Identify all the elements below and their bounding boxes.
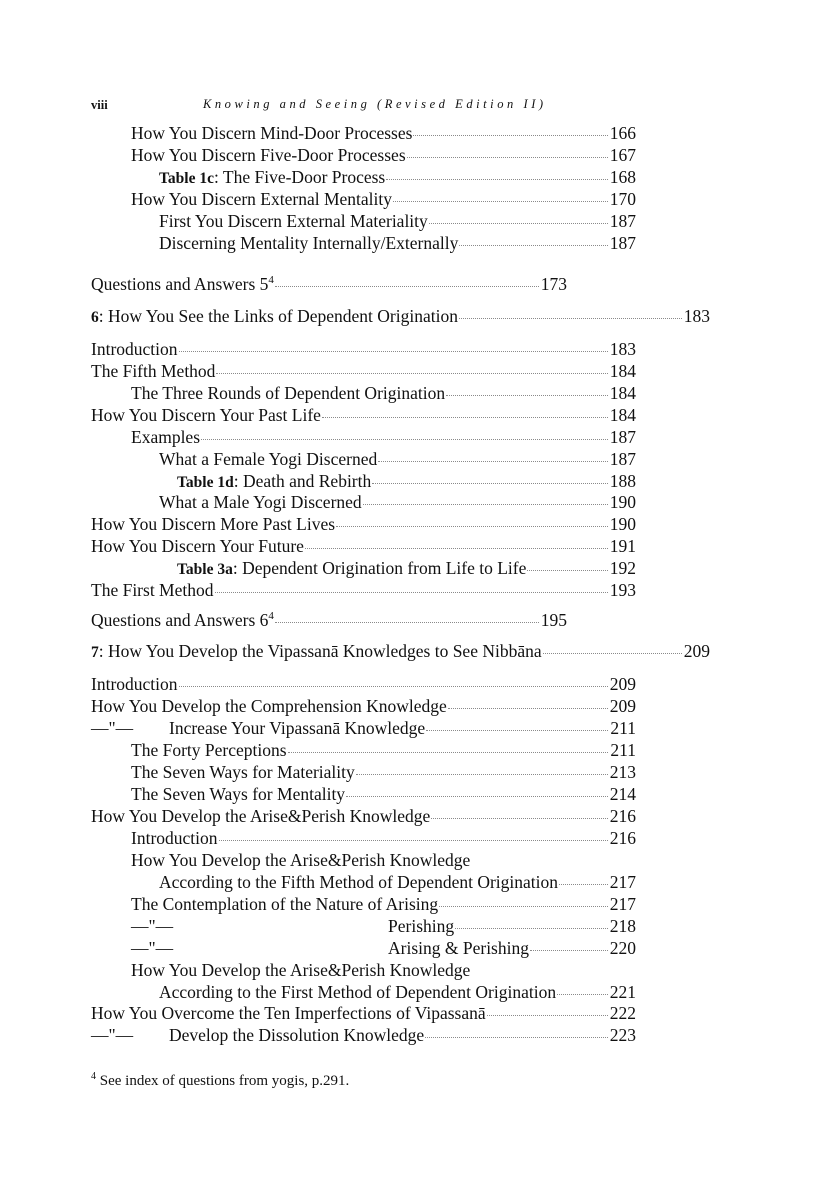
leader-dots xyxy=(425,1037,608,1038)
leader-dots xyxy=(275,622,539,623)
toc-entry[interactable]: —"— Perishing 218 xyxy=(131,916,636,936)
leader-dots xyxy=(448,708,608,709)
ditto-mark: —"— xyxy=(91,1025,134,1045)
leader-dots xyxy=(336,526,608,527)
table-label: Table 3a xyxy=(177,561,233,578)
leader-dots xyxy=(446,395,608,396)
leader-dots xyxy=(487,1015,608,1016)
footnote-ref[interactable]: 4 xyxy=(268,274,274,287)
toc-entry[interactable]: Introduction 183 xyxy=(91,339,636,359)
toc-entry[interactable]: The Fifth Method 184 xyxy=(91,361,636,381)
toc-entry[interactable]: How You Develop the Arise&Perish Knowledge 216 xyxy=(91,806,636,826)
toc-entry[interactable]: —"— Increase Your Vipassanā Knowledge 211 xyxy=(91,718,636,738)
toc-entry[interactable]: How You Discern Mind-Door Processes 166 xyxy=(131,123,636,143)
toc-chapter-6[interactable]: 6: How You See the Links of Dependent Origination 183 xyxy=(91,306,710,326)
toc-entry[interactable]: According to the First Method of Dependent Origination 221 xyxy=(159,982,636,1002)
toc-entry-questions[interactable]: Questions and Answers $5^4$ 173 xyxy=(91,274,567,294)
toc-entry[interactable]: First You Discern External Materiality 187 xyxy=(159,211,636,231)
leader-dots xyxy=(559,884,608,885)
toc-entry[interactable]: How You Overcome the Ten Imperfections of Vipassanā 222 xyxy=(91,1003,636,1023)
footnote-ref[interactable]: 4 xyxy=(268,610,274,623)
footnote-marker: 4 xyxy=(91,1071,96,1082)
toc-entry[interactable]: Examples 187 xyxy=(131,427,636,447)
ditto-mark: —"— xyxy=(131,938,174,958)
ditto-mark: —"— xyxy=(91,718,134,738)
chapter-number: 7 xyxy=(91,644,99,661)
leader-dots xyxy=(459,245,607,246)
leader-dots xyxy=(179,686,608,687)
toc-entry[interactable]: The Contemplation of the Nature of Arising 217 xyxy=(131,894,636,914)
leader-dots xyxy=(322,417,608,418)
leader-dots xyxy=(363,504,608,505)
leader-dots xyxy=(201,439,608,440)
leader-dots xyxy=(179,351,608,352)
toc-entry[interactable]: What a Male Yogi Discerned 190 xyxy=(159,492,636,512)
leader-dots xyxy=(429,223,608,224)
leader-dots xyxy=(530,950,608,951)
leader-dots xyxy=(219,840,608,841)
footnote: $^4$ See index of questions from yogis, p.291. xyxy=(91,1071,350,1089)
toc-entry[interactable]: —"— Arising & Perishing 220 xyxy=(131,938,636,958)
table-label: Table 1d xyxy=(177,474,234,491)
leader-dots xyxy=(431,818,607,819)
toc-entry-heading[interactable]: How You Develop the Arise&Perish Knowledge xyxy=(131,960,471,980)
toc-chapter-7[interactable]: 7: How You Develop the Vipassanā Knowledges to See Nibbāna 209 xyxy=(91,641,710,661)
toc-entry[interactable]: Table 1d: Death and Rebirth 188 xyxy=(177,471,636,491)
leader-dots xyxy=(386,179,608,180)
toc-entry[interactable]: How You Discern Your Past Life 184 xyxy=(91,405,636,425)
leader-dots xyxy=(288,752,609,753)
toc-entry[interactable]: How You Develop the Comprehension Knowledge 209 xyxy=(91,696,636,716)
toc-entry[interactable]: Introduction 209 xyxy=(91,674,636,694)
toc-entry[interactable]: The Seven Ways for Materiality 213 xyxy=(131,762,636,782)
running-title: Knowing and Seeing (Revised Edition II) xyxy=(203,97,547,111)
toc-entry[interactable]: Table 3a: Dependent Origination from Life to Life 192 xyxy=(177,558,636,578)
toc-entry[interactable]: Introduction 216 xyxy=(131,828,636,848)
leader-dots xyxy=(346,796,608,797)
leader-dots xyxy=(527,570,607,571)
leader-dots xyxy=(439,906,608,907)
leader-dots xyxy=(216,373,607,374)
leader-dots xyxy=(407,157,608,158)
toc-entry[interactable]: How You Discern Five-Door Processes 167 xyxy=(131,145,636,165)
leader-dots xyxy=(413,135,607,136)
toc-entry[interactable]: The Seven Ways for Mentality 214 xyxy=(131,784,636,804)
leader-dots xyxy=(459,318,682,319)
leader-dots xyxy=(557,994,608,995)
leader-dots xyxy=(426,730,608,731)
leader-dots xyxy=(543,653,682,654)
toc-entry-heading[interactable]: How You Develop the Arise&Perish Knowledge xyxy=(131,850,471,870)
toc-entry[interactable]: According to the Fifth Method of Dependent Origination 217 xyxy=(159,872,636,892)
toc-entry[interactable]: —"— Develop the Dissolution Knowledge 223 xyxy=(91,1025,636,1045)
leader-dots xyxy=(378,461,608,462)
toc-entry[interactable]: How You Discern Your Future 191 xyxy=(91,536,636,556)
leader-dots xyxy=(393,201,608,202)
leader-dots xyxy=(305,548,608,549)
toc-entry[interactable]: The Forty Perceptions 211 xyxy=(131,740,636,760)
toc-entry[interactable]: The Three Rounds of Dependent Origination 184 xyxy=(131,383,636,403)
leader-dots xyxy=(215,592,608,593)
leader-dots xyxy=(372,483,608,484)
toc-entry[interactable]: Table 1c: The Five-Door Process 168 xyxy=(159,167,636,187)
toc-entry[interactable]: Discerning Mentality Internally/Externally 187 xyxy=(159,233,636,253)
leader-dots xyxy=(356,774,608,775)
toc-entry[interactable]: What a Female Yogi Discerned 187 xyxy=(159,449,636,469)
page-number: viii xyxy=(91,98,108,112)
leader-dots xyxy=(455,928,608,929)
toc-entry-questions[interactable]: Questions and Answers $6^4$ 195 xyxy=(91,610,567,630)
toc-entry[interactable]: How You Discern External Mentality 170 xyxy=(131,189,636,209)
leader-dots xyxy=(275,286,539,287)
chapter-number: 6 xyxy=(91,309,99,326)
toc-entry[interactable]: How You Discern More Past Lives 190 xyxy=(91,514,636,534)
ditto-mark: —"— xyxy=(131,916,174,936)
toc-entry[interactable]: The First Method 193 xyxy=(91,580,636,600)
table-label: Table 1c xyxy=(159,170,214,187)
